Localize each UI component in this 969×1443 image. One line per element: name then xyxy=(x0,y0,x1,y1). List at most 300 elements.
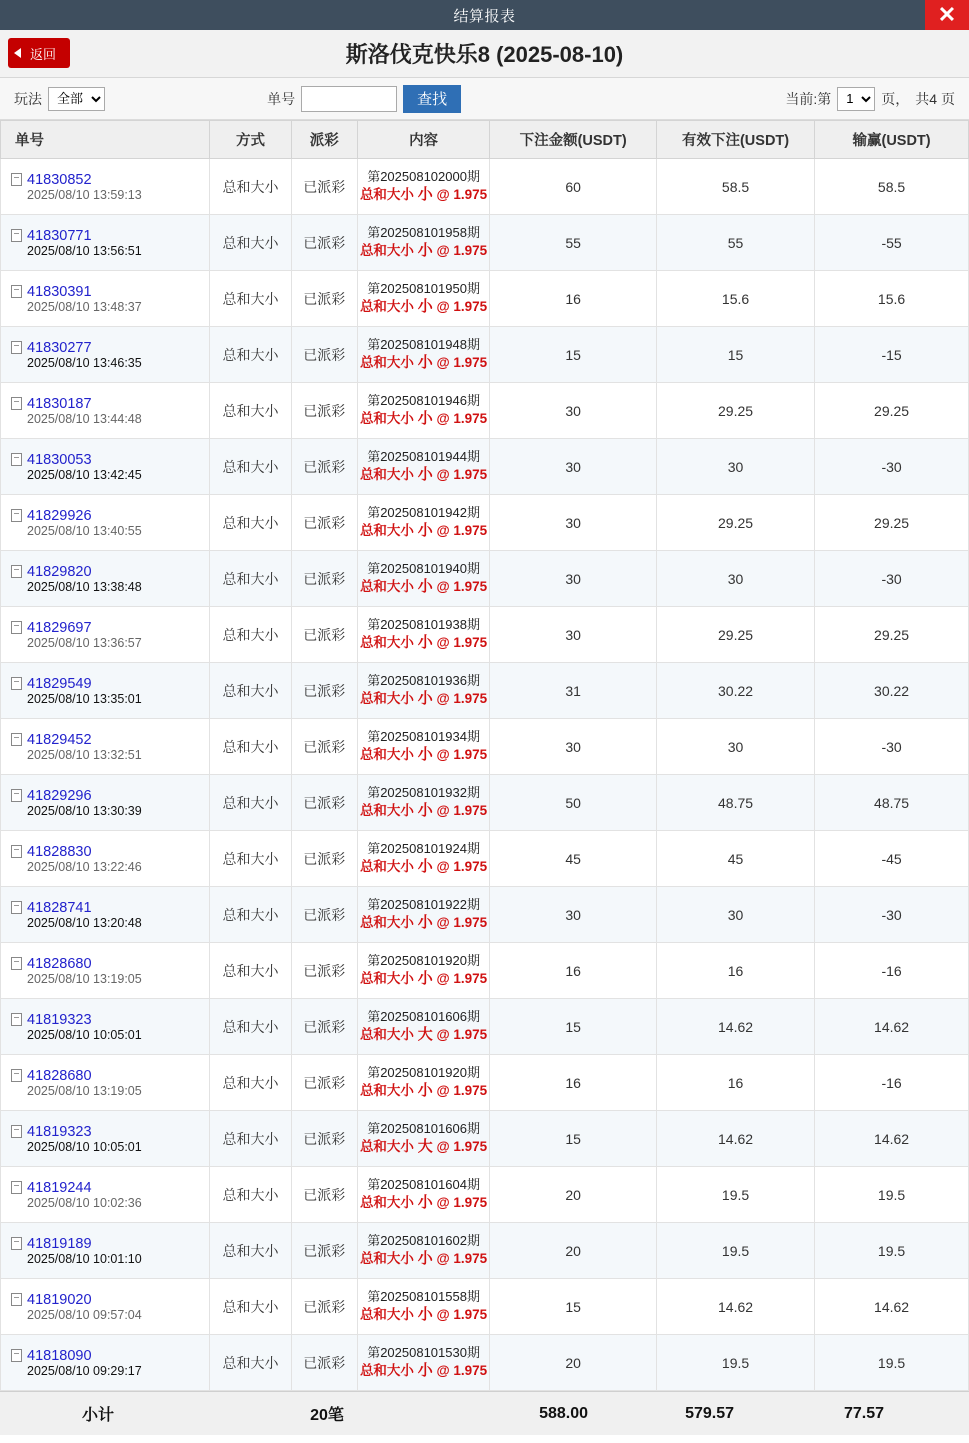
cell-method: 总和大小 xyxy=(210,215,291,271)
orderno-label: 单号 xyxy=(267,90,296,107)
cell-result: 58.5 xyxy=(815,159,969,215)
cell-status: 已派彩 xyxy=(291,1223,357,1279)
table-row[interactable] xyxy=(1,1223,969,1279)
bet-detail: 总和大小 小 @ 1.975 xyxy=(359,1250,488,1268)
cell-method: 总和大小 xyxy=(210,1167,291,1223)
col-result: 输赢(USDT) xyxy=(815,121,969,159)
bet-detail: 总和大小 大 @ 1.975 xyxy=(359,1026,488,1044)
document-icon xyxy=(11,1237,22,1250)
cell-result: -55 xyxy=(815,215,969,271)
order-no-link[interactable]: 41828680 xyxy=(27,1067,92,1084)
cell-amount: 55 xyxy=(490,215,657,271)
bet-detail: 总和大小 小 @ 1.975 xyxy=(359,298,488,316)
order-no-link[interactable]: 41828680 xyxy=(27,955,92,972)
order-no-link[interactable]: 41819323 xyxy=(27,1123,92,1140)
document-icon xyxy=(11,677,22,690)
cell-status: 已派彩 xyxy=(291,943,357,999)
cell-content xyxy=(357,215,489,271)
cell-content xyxy=(357,775,489,831)
cell-method: 总和大小 xyxy=(210,327,291,383)
cell-method: 总和大小 xyxy=(210,1223,291,1279)
table-row[interactable] xyxy=(1,719,969,775)
window-title: 结算报表 xyxy=(453,7,516,25)
cell-content xyxy=(357,1223,489,1279)
filter-bar xyxy=(0,78,969,120)
document-icon xyxy=(11,453,22,466)
order-no-link[interactable]: 41819323 xyxy=(27,1011,92,1028)
cell-order-no[interactable] xyxy=(1,159,210,215)
cell-valid-bet: 15.6 xyxy=(656,271,814,327)
cell-method: 总和大小 xyxy=(210,887,291,943)
document-icon xyxy=(11,901,22,914)
bet-period: 第202508101958期 xyxy=(367,224,480,240)
cell-status: 已派彩 xyxy=(291,271,357,327)
cell-result: -45 xyxy=(815,831,969,887)
order-no-link[interactable]: 41828741 xyxy=(27,899,92,916)
cell-status: 已派彩 xyxy=(291,1167,357,1223)
cell-order-no[interactable] xyxy=(1,1055,210,1111)
back-button[interactable]: 返回 xyxy=(8,38,70,68)
cell-amount: 16 xyxy=(490,271,657,327)
document-icon xyxy=(11,1013,22,1026)
cell-valid-bet: 16 xyxy=(656,1055,814,1111)
cell-valid-bet: 29.25 xyxy=(656,383,814,439)
table-row[interactable] xyxy=(1,607,969,663)
order-no-link[interactable]: 41828830 xyxy=(27,843,92,860)
order-no-link[interactable]: 41830277 xyxy=(27,339,92,356)
order-time: 2025/08/10 13:32:51 xyxy=(27,747,142,762)
order-time: 2025/08/10 13:44:48 xyxy=(27,411,142,426)
order-no-link[interactable]: 41819020 xyxy=(27,1291,92,1308)
cell-valid-bet: 19.5 xyxy=(656,1223,814,1279)
table-row[interactable] xyxy=(1,383,969,439)
order-no-link[interactable]: 41830187 xyxy=(27,395,92,412)
table-row[interactable] xyxy=(1,943,969,999)
cell-result: 19.5 xyxy=(815,1335,969,1391)
bet-period: 第202508101604期 xyxy=(367,1176,480,1192)
cell-method: 总和大小 xyxy=(210,1279,291,1335)
cell-order-no[interactable] xyxy=(1,1335,210,1391)
cell-order-no[interactable] xyxy=(1,383,210,439)
cell-order-no[interactable] xyxy=(1,271,210,327)
cell-content xyxy=(357,271,489,327)
cell-status: 已派彩 xyxy=(291,607,357,663)
document-icon xyxy=(11,509,22,522)
cell-content xyxy=(357,1111,489,1167)
cell-amount: 30 xyxy=(490,383,657,439)
order-time: 2025/08/10 13:22:46 xyxy=(27,859,142,874)
window-titlebar xyxy=(0,0,969,30)
cell-status: 已派彩 xyxy=(291,215,357,271)
bet-detail: 总和大小 小 @ 1.975 xyxy=(359,1082,488,1100)
cell-status: 已派彩 xyxy=(291,663,357,719)
cell-result: 19.5 xyxy=(815,1223,969,1279)
order-no-link[interactable]: 41818090 xyxy=(27,1347,92,1364)
document-icon xyxy=(11,1069,22,1082)
bet-period: 第202508101942期 xyxy=(367,504,480,520)
cell-valid-bet: 30 xyxy=(656,887,814,943)
document-icon xyxy=(11,845,22,858)
cell-order-no[interactable] xyxy=(1,1167,210,1223)
cell-content xyxy=(357,719,489,775)
cell-result: -30 xyxy=(815,551,969,607)
bet-period: 第202508101530期 xyxy=(367,1344,480,1360)
cell-method: 总和大小 xyxy=(210,439,291,495)
cell-result: -16 xyxy=(815,943,969,999)
page-select[interactable] xyxy=(837,87,875,111)
order-no-link[interactable]: 41829697 xyxy=(27,619,92,636)
document-icon xyxy=(11,1125,22,1138)
cell-valid-bet: 58.5 xyxy=(656,159,814,215)
order-no-link[interactable]: 41819244 xyxy=(27,1179,92,1196)
cell-content xyxy=(357,831,489,887)
order-no-link[interactable]: 41829549 xyxy=(27,675,92,692)
table-row[interactable] xyxy=(1,1335,969,1391)
cell-result: -30 xyxy=(815,439,969,495)
summary-amount: 588.00 xyxy=(539,1404,588,1422)
table-row[interactable] xyxy=(1,551,969,607)
order-time: 2025/08/10 10:05:01 xyxy=(27,1139,142,1154)
bet-detail: 总和大小 小 @ 1.975 xyxy=(359,1194,488,1212)
cell-amount: 16 xyxy=(490,1055,657,1111)
cell-amount: 15 xyxy=(490,327,657,383)
cell-order-no[interactable] xyxy=(1,999,210,1055)
cell-method: 总和大小 xyxy=(210,551,291,607)
document-icon xyxy=(11,397,22,410)
cell-content xyxy=(357,943,489,999)
order-time: 2025/08/10 13:19:05 xyxy=(27,971,142,986)
cell-order-no[interactable] xyxy=(1,831,210,887)
table-row[interactable] xyxy=(1,327,969,383)
page-header xyxy=(0,30,969,78)
bet-period: 第202508101944期 xyxy=(367,448,480,464)
cell-status: 已派彩 xyxy=(291,1055,357,1111)
cell-amount: 30 xyxy=(490,607,657,663)
cell-result: -30 xyxy=(815,719,969,775)
cell-status: 已派彩 xyxy=(291,831,357,887)
document-icon xyxy=(11,341,22,354)
cell-order-no[interactable] xyxy=(1,215,210,271)
cell-amount: 50 xyxy=(490,775,657,831)
bet-detail: 总和大小 小 @ 1.975 xyxy=(359,242,488,260)
playtype-select[interactable] xyxy=(48,87,105,111)
cell-valid-bet: 14.62 xyxy=(656,1279,814,1335)
cell-order-no[interactable] xyxy=(1,1223,210,1279)
cell-status: 已派彩 xyxy=(291,999,357,1055)
cell-amount: 30 xyxy=(490,439,657,495)
cell-content xyxy=(357,1279,489,1335)
table-row[interactable] xyxy=(1,831,969,887)
bet-period: 第202508101932期 xyxy=(367,784,480,800)
cell-amount: 20 xyxy=(490,1223,657,1279)
table-row[interactable] xyxy=(1,1279,969,1335)
bet-detail: 总和大小 小 @ 1.975 xyxy=(359,1306,488,1324)
page-mid-label: 页， xyxy=(881,90,910,107)
cell-order-no[interactable] xyxy=(1,775,210,831)
order-no-link[interactable]: 41830771 xyxy=(27,227,92,244)
cell-status: 已派彩 xyxy=(291,495,357,551)
col-valid-bet: 有效下注(USDT) xyxy=(656,121,814,159)
cell-amount: 15 xyxy=(490,999,657,1055)
document-icon xyxy=(11,229,22,242)
cell-result: 14.62 xyxy=(815,999,969,1055)
cell-amount: 16 xyxy=(490,943,657,999)
bet-period: 第202508101558期 xyxy=(367,1288,480,1304)
cell-order-no[interactable] xyxy=(1,607,210,663)
col-amount: 下注金额(USDT) xyxy=(490,121,657,159)
cell-content xyxy=(357,383,489,439)
bet-period: 第202508101920期 xyxy=(367,1064,480,1080)
table-body xyxy=(1,159,969,1391)
cell-valid-bet: 16 xyxy=(656,943,814,999)
order-no-link[interactable]: 41830391 xyxy=(27,283,92,300)
cell-method: 总和大小 xyxy=(210,383,291,439)
cell-valid-bet: 15 xyxy=(656,327,814,383)
report-table xyxy=(0,120,969,1391)
table-row[interactable] xyxy=(1,663,969,719)
cell-result: 14.62 xyxy=(815,1111,969,1167)
search-button[interactable]: 查找 xyxy=(403,85,461,113)
bet-period: 第202508101946期 xyxy=(367,392,480,408)
bet-period: 第202508101606期 xyxy=(367,1008,480,1024)
cell-status: 已派彩 xyxy=(291,327,357,383)
order-no-link[interactable]: 41830852 xyxy=(27,171,92,188)
cell-order-no[interactable] xyxy=(1,551,210,607)
table-row[interactable] xyxy=(1,887,969,943)
cell-status: 已派彩 xyxy=(291,1279,357,1335)
cell-amount: 20 xyxy=(490,1335,657,1391)
order-time: 2025/08/10 10:02:36 xyxy=(27,1195,142,1210)
playtype-label: 玩法 xyxy=(14,90,42,107)
cell-valid-bet: 19.5 xyxy=(656,1167,814,1223)
cell-method: 总和大小 xyxy=(210,1111,291,1167)
cell-status: 已派彩 xyxy=(291,439,357,495)
cell-status: 已派彩 xyxy=(291,719,357,775)
col-status: 派彩 xyxy=(291,121,357,159)
summary-valid: 579.57 xyxy=(685,1404,734,1422)
close-icon[interactable]: ✕ xyxy=(925,0,969,30)
order-time: 2025/08/10 13:48:37 xyxy=(27,299,142,314)
table-row[interactable] xyxy=(1,1055,969,1111)
cell-valid-bet: 14.62 xyxy=(656,999,814,1055)
bet-period: 第202508101920期 xyxy=(367,952,480,968)
cell-status: 已派彩 xyxy=(291,775,357,831)
bet-period: 第202508101606期 xyxy=(367,1120,480,1136)
order-no-link[interactable]: 41829820 xyxy=(27,563,92,580)
document-icon xyxy=(11,1181,22,1194)
order-time: 2025/08/10 13:30:39 xyxy=(27,803,142,818)
bet-period: 第202508101924期 xyxy=(367,840,480,856)
document-icon xyxy=(11,285,22,298)
cell-order-no[interactable] xyxy=(1,1111,210,1167)
order-time: 2025/08/10 13:56:51 xyxy=(27,243,142,258)
bet-period: 第202508101602期 xyxy=(367,1232,480,1248)
cell-result: 14.62 xyxy=(815,1279,969,1335)
bet-detail: 总和大小 小 @ 1.975 xyxy=(359,746,488,764)
cell-order-no[interactable] xyxy=(1,495,210,551)
table-row[interactable] xyxy=(1,999,969,1055)
cell-order-no[interactable] xyxy=(1,1279,210,1335)
bet-detail: 总和大小 大 @ 1.975 xyxy=(359,1138,488,1156)
summary-count: 20笔 xyxy=(310,1407,344,1424)
cell-result: -30 xyxy=(815,887,969,943)
cell-valid-bet: 14.62 xyxy=(656,1111,814,1167)
cell-status: 已派彩 xyxy=(291,1335,357,1391)
document-icon xyxy=(11,957,22,970)
col-content: 内容 xyxy=(357,121,489,159)
cell-content xyxy=(357,327,489,383)
bet-period: 第202508101934期 xyxy=(367,728,480,744)
summary-row xyxy=(0,1391,969,1435)
cell-result: 29.25 xyxy=(815,383,969,439)
bet-detail: 总和大小 小 @ 1.975 xyxy=(359,802,488,820)
order-time: 2025/08/10 10:01:10 xyxy=(27,1251,142,1266)
bet-period: 第202508101940期 xyxy=(367,560,480,576)
cell-status: 已派彩 xyxy=(291,551,357,607)
cell-result: -16 xyxy=(815,1055,969,1111)
cell-method: 总和大小 xyxy=(210,999,291,1055)
cell-content xyxy=(357,159,489,215)
bet-period: 第202508101922期 xyxy=(367,896,480,912)
cell-result: 48.75 xyxy=(815,775,969,831)
document-icon xyxy=(11,1349,22,1362)
cell-order-no[interactable] xyxy=(1,663,210,719)
orderno-input[interactable] xyxy=(301,86,397,112)
cell-content xyxy=(357,999,489,1055)
table-row[interactable] xyxy=(1,495,969,551)
cell-valid-bet: 30 xyxy=(656,719,814,775)
bet-detail: 总和大小 小 @ 1.975 xyxy=(359,466,488,484)
cell-method: 总和大小 xyxy=(210,1335,291,1391)
cell-content xyxy=(357,1335,489,1391)
cell-amount: 30 xyxy=(490,551,657,607)
cell-method: 总和大小 xyxy=(210,159,291,215)
bet-period: 第202508101938期 xyxy=(367,616,480,632)
cell-valid-bet: 29.25 xyxy=(656,607,814,663)
order-time: 2025/08/10 10:05:01 xyxy=(27,1027,142,1042)
cell-valid-bet: 48.75 xyxy=(656,775,814,831)
order-time: 2025/08/10 09:29:17 xyxy=(27,1363,142,1378)
cell-content xyxy=(357,439,489,495)
order-time: 2025/08/10 13:38:48 xyxy=(27,579,142,594)
cell-status: 已派彩 xyxy=(291,159,357,215)
document-icon xyxy=(11,565,22,578)
table-row[interactable] xyxy=(1,439,969,495)
order-no-link[interactable]: 41829296 xyxy=(27,787,92,804)
cell-amount: 30 xyxy=(490,887,657,943)
bet-detail: 总和大小 小 @ 1.975 xyxy=(359,634,488,652)
bet-detail: 总和大小 小 @ 1.975 xyxy=(359,970,488,988)
cell-method: 总和大小 xyxy=(210,1055,291,1111)
order-no-link[interactable]: 41830053 xyxy=(27,451,92,468)
summary-label: 小计 xyxy=(81,1407,114,1424)
cell-order-no[interactable] xyxy=(1,943,210,999)
cell-content xyxy=(357,1167,489,1223)
cell-amount: 30 xyxy=(490,719,657,775)
bet-detail: 总和大小 小 @ 1.975 xyxy=(359,1362,488,1380)
order-time: 2025/08/10 13:20:48 xyxy=(27,915,142,930)
cell-result: 29.25 xyxy=(815,607,969,663)
cell-valid-bet: 30 xyxy=(656,439,814,495)
table-row[interactable] xyxy=(1,1167,969,1223)
cell-valid-bet: 55 xyxy=(656,215,814,271)
cell-method: 总和大小 xyxy=(210,495,291,551)
cell-amount: 15 xyxy=(490,1279,657,1335)
bet-detail: 总和大小 小 @ 1.975 xyxy=(359,578,488,596)
table-row[interactable] xyxy=(1,215,969,271)
order-time: 2025/08/10 13:46:35 xyxy=(27,355,142,370)
cell-amount: 45 xyxy=(490,831,657,887)
cell-content xyxy=(357,887,489,943)
col-method: 方式 xyxy=(210,121,291,159)
cell-valid-bet: 45 xyxy=(656,831,814,887)
document-icon xyxy=(11,173,22,186)
cell-valid-bet: 29.25 xyxy=(656,495,814,551)
cell-amount: 31 xyxy=(490,663,657,719)
order-time: 2025/08/10 13:35:01 xyxy=(27,691,142,706)
cell-method: 总和大小 xyxy=(210,943,291,999)
page-total-label: 共4 页 xyxy=(915,90,955,107)
table-row[interactable] xyxy=(1,1111,969,1167)
document-icon xyxy=(11,789,22,802)
order-time: 2025/08/10 13:40:55 xyxy=(27,523,142,538)
cell-content xyxy=(357,663,489,719)
cell-order-no[interactable] xyxy=(1,327,210,383)
bet-detail: 总和大小 小 @ 1.975 xyxy=(359,410,488,428)
order-time: 2025/08/10 13:36:57 xyxy=(27,635,142,650)
cell-valid-bet: 30.22 xyxy=(656,663,814,719)
table-row[interactable] xyxy=(1,775,969,831)
bet-period: 第202508101936期 xyxy=(367,672,480,688)
order-no-link[interactable]: 41829452 xyxy=(27,731,92,748)
bet-detail: 总和大小 小 @ 1.975 xyxy=(359,522,488,540)
bet-period: 第202508101950期 xyxy=(367,280,480,296)
cell-status: 已派彩 xyxy=(291,383,357,439)
table-row[interactable] xyxy=(1,271,969,327)
cell-result: 15.6 xyxy=(815,271,969,327)
cell-order-no[interactable] xyxy=(1,719,210,775)
bet-detail: 总和大小 小 @ 1.975 xyxy=(359,914,488,932)
cell-method: 总和大小 xyxy=(210,831,291,887)
bet-detail: 总和大小 小 @ 1.975 xyxy=(359,354,488,372)
col-order-no: 单号 xyxy=(1,121,210,159)
page-prefix-label: 当前:第 xyxy=(785,90,832,107)
table-header-row xyxy=(1,121,969,159)
cell-result: 29.25 xyxy=(815,495,969,551)
order-time: 2025/08/10 09:57:04 xyxy=(27,1307,142,1322)
cell-method: 总和大小 xyxy=(210,607,291,663)
cell-amount: 20 xyxy=(490,1167,657,1223)
cell-status: 已派彩 xyxy=(291,887,357,943)
cell-result: 30.22 xyxy=(815,663,969,719)
cell-result: -15 xyxy=(815,327,969,383)
cell-method: 总和大小 xyxy=(210,719,291,775)
cell-order-no[interactable] xyxy=(1,887,210,943)
cell-content xyxy=(357,1055,489,1111)
cell-content xyxy=(357,495,489,551)
bet-detail: 总和大小 小 @ 1.975 xyxy=(359,858,488,876)
table-row[interactable] xyxy=(1,159,969,215)
order-no-link[interactable]: 41819189 xyxy=(27,1235,92,1252)
order-no-link[interactable]: 41829926 xyxy=(27,507,92,524)
cell-result: 19.5 xyxy=(815,1167,969,1223)
summary-result: 77.57 xyxy=(843,1404,884,1422)
document-icon xyxy=(11,621,22,634)
document-icon xyxy=(11,1293,22,1306)
document-icon xyxy=(11,733,22,746)
page-title: 斯洛伐克快乐8 (2025-08-10) xyxy=(345,42,624,67)
cell-order-no[interactable] xyxy=(1,439,210,495)
